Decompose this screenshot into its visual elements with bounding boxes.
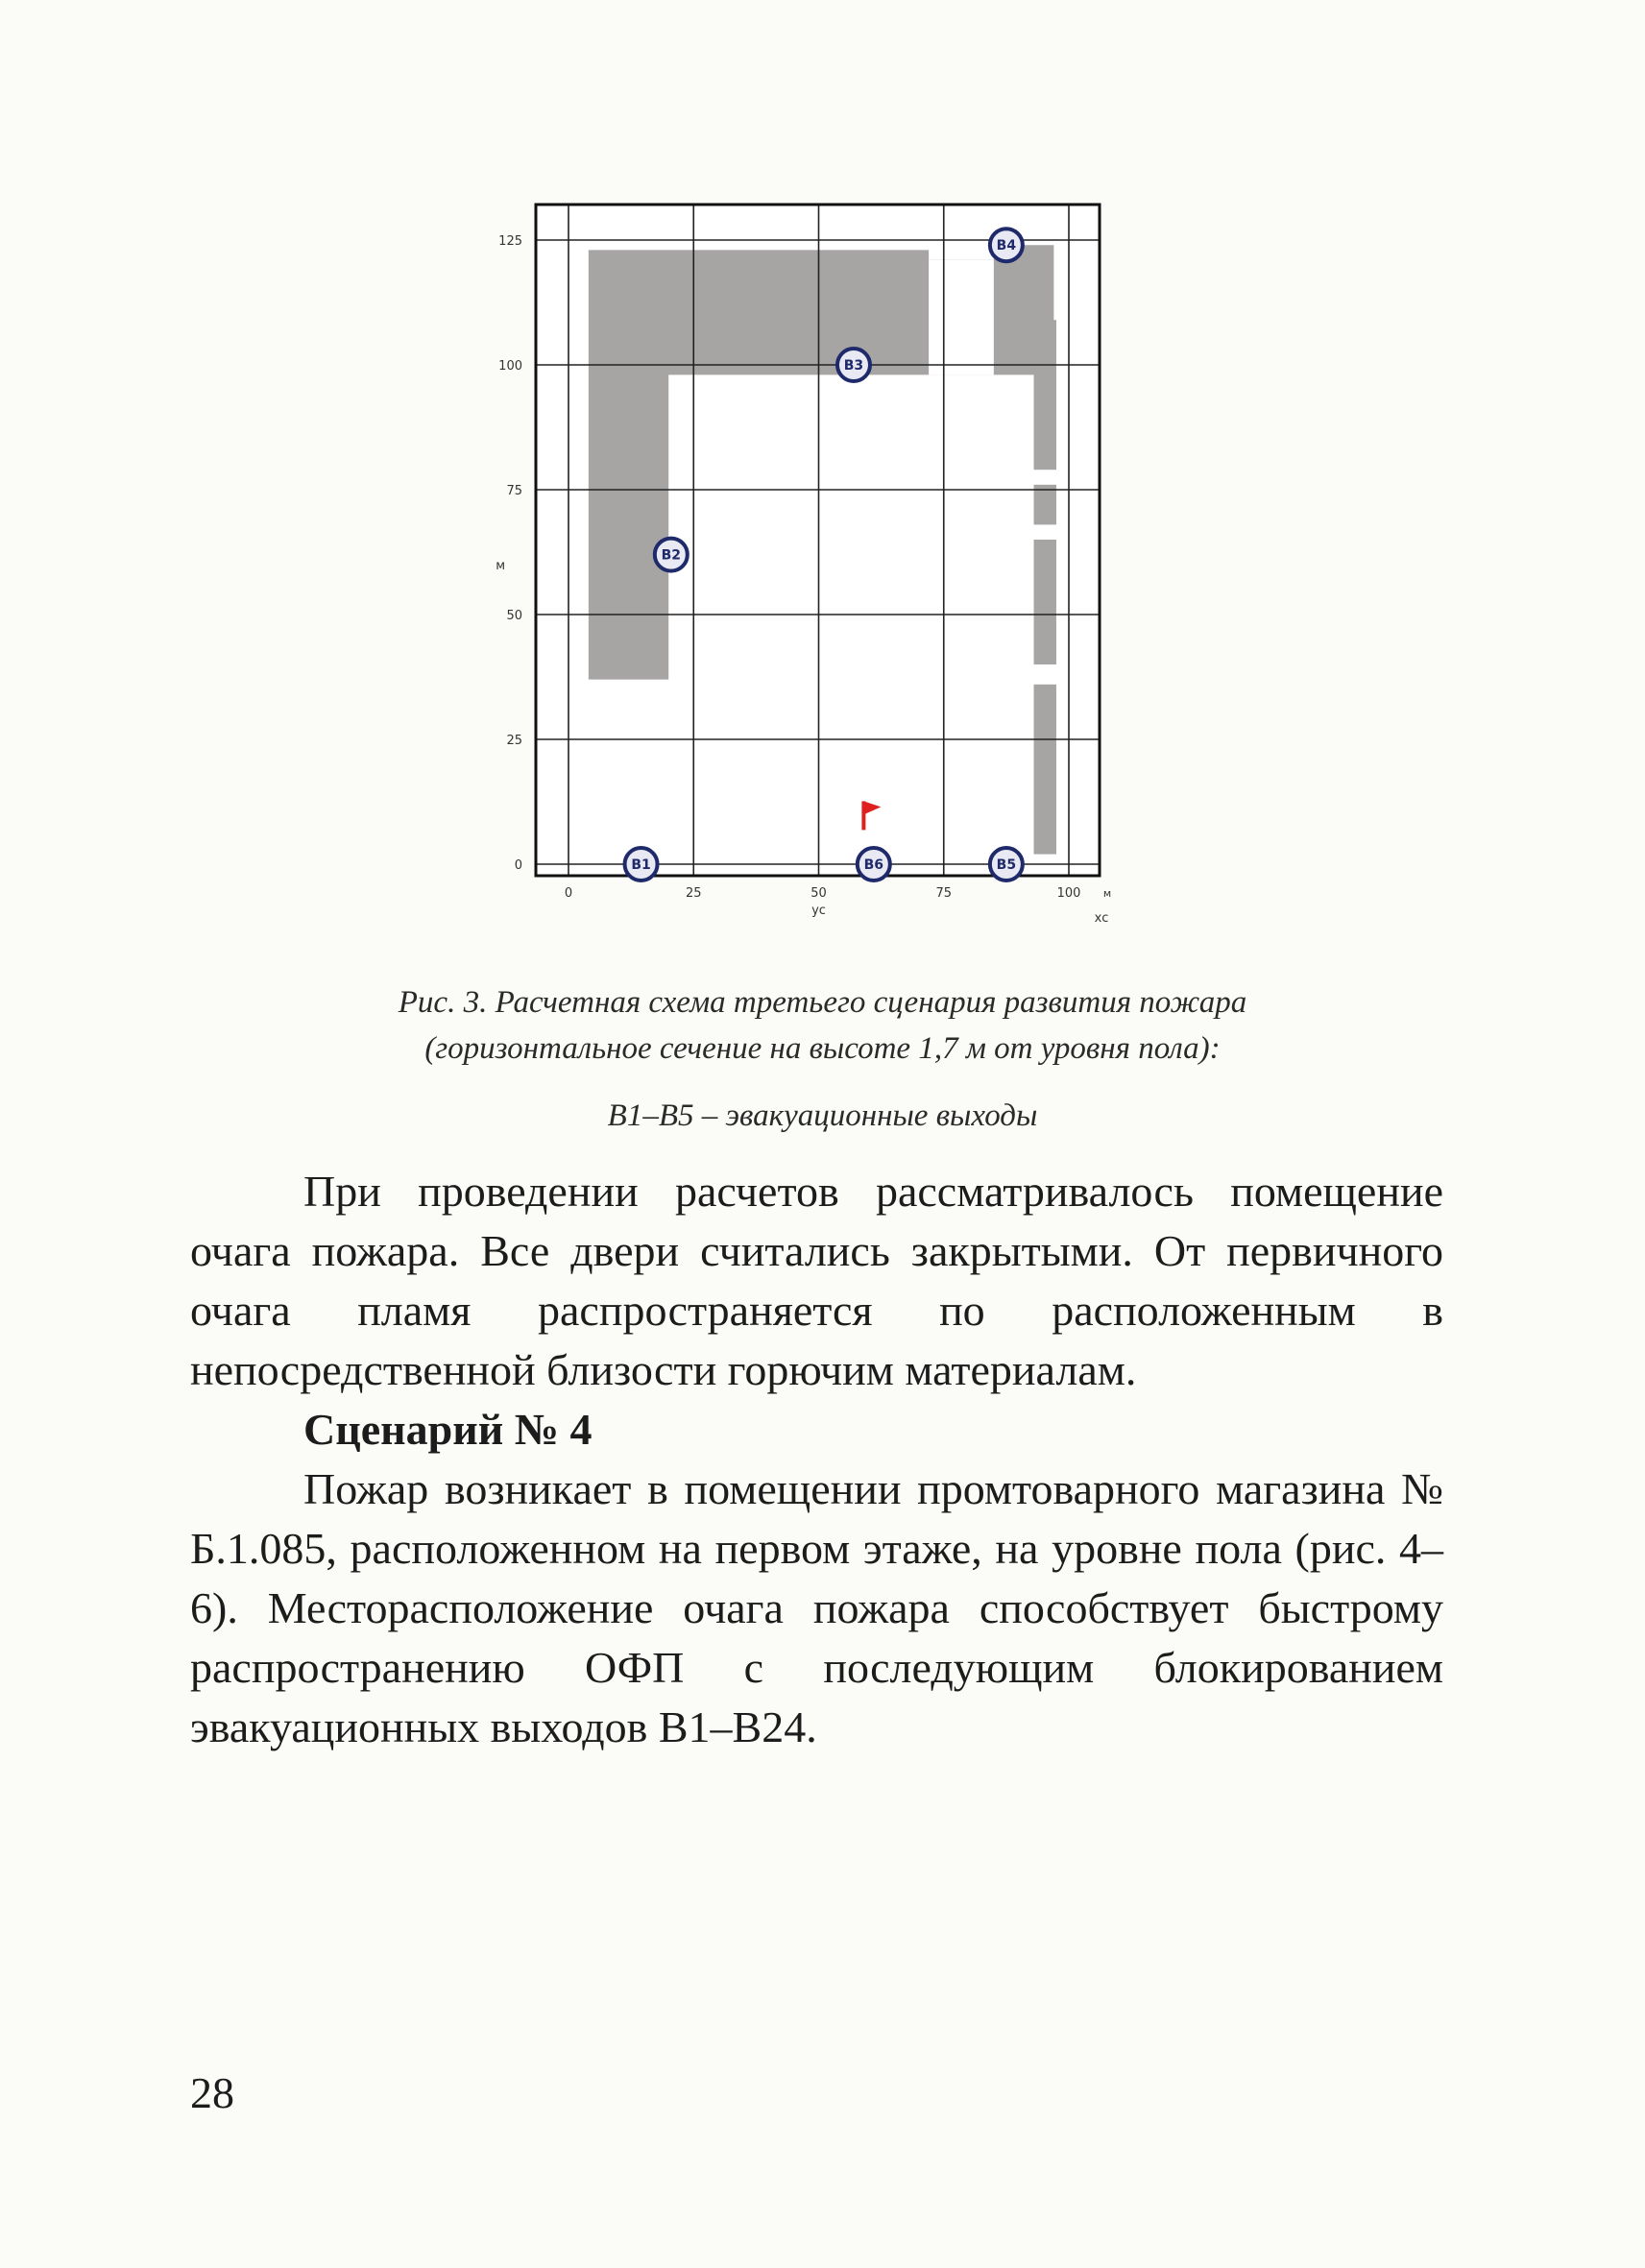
body-text [190,1162,1443,1757]
white-room-notch [929,260,994,375]
x-axis-label: ус [811,904,826,918]
y-tick-label: 0 [514,858,522,873]
section-heading: Сценарий № 4 [303,1405,593,1454]
caption-legend: В1–В5 – эвакуационные выходы [607,1098,1038,1133]
caption-subtitle: (горизонтальное сечение на высоте 1,7 м от уровня пола): [424,1031,1221,1066]
exit-marker-label: В6 [863,857,884,873]
wall-strip [1034,685,1056,855]
exit-marker-label: В2 [661,547,682,564]
y-tick-label: 75 [506,484,522,498]
paragraph: Пожар возникает в помещении промтоварного магазина № Б.1.085, расположенном на первом этаже, на уровне пола (рис. 4–6). Месторасположение очага пожара способствует быстрому распространению ОФП с последующим блокированием эвакуационных выходов В1–В24. [190,1464,1443,1751]
figure-caption [192,979,1453,1139]
wall-strip [1034,540,1056,664]
y-tick-label: 100 [498,359,522,374]
x-tick-label: 25 [685,886,702,901]
x-tick-label: 0 [564,886,573,901]
y-tick-label: 125 [498,234,522,249]
x-axis-unit-small: м [1102,887,1112,900]
exit-marker-label: В1 [631,857,651,873]
x-tick-label: 75 [935,886,953,901]
wall-strip [1034,320,1056,470]
page-number: 28 [190,2068,234,2117]
x-tick-label: 100 [1056,886,1081,901]
y-tick-label: 50 [506,609,522,623]
exit-marker-label: В4 [996,238,1017,254]
x-axis-unit: хс [1094,911,1109,926]
x-tick-label: 50 [810,886,827,901]
exit-marker-label: В3 [843,358,864,374]
exit-marker-label: В5 [996,857,1017,873]
caption-title: Рис. 3. Расчетная схема третьего сценария развития пожара [398,985,1247,1020]
wall-strip [1034,485,1056,525]
evacuation-plan-diagram [461,187,1133,975]
figure-fire-scenario-plan [461,187,1133,975]
y-tick-label: 25 [506,734,522,748]
paragraph: При проведении расчетов рассматривалось помещение очага пожара. Все двери считались закрытыми. От первичного очага пламя распространяется по расположенным в непосредственной близости горючим материалам. [190,1167,1443,1394]
y-axis-label: м [496,559,505,573]
